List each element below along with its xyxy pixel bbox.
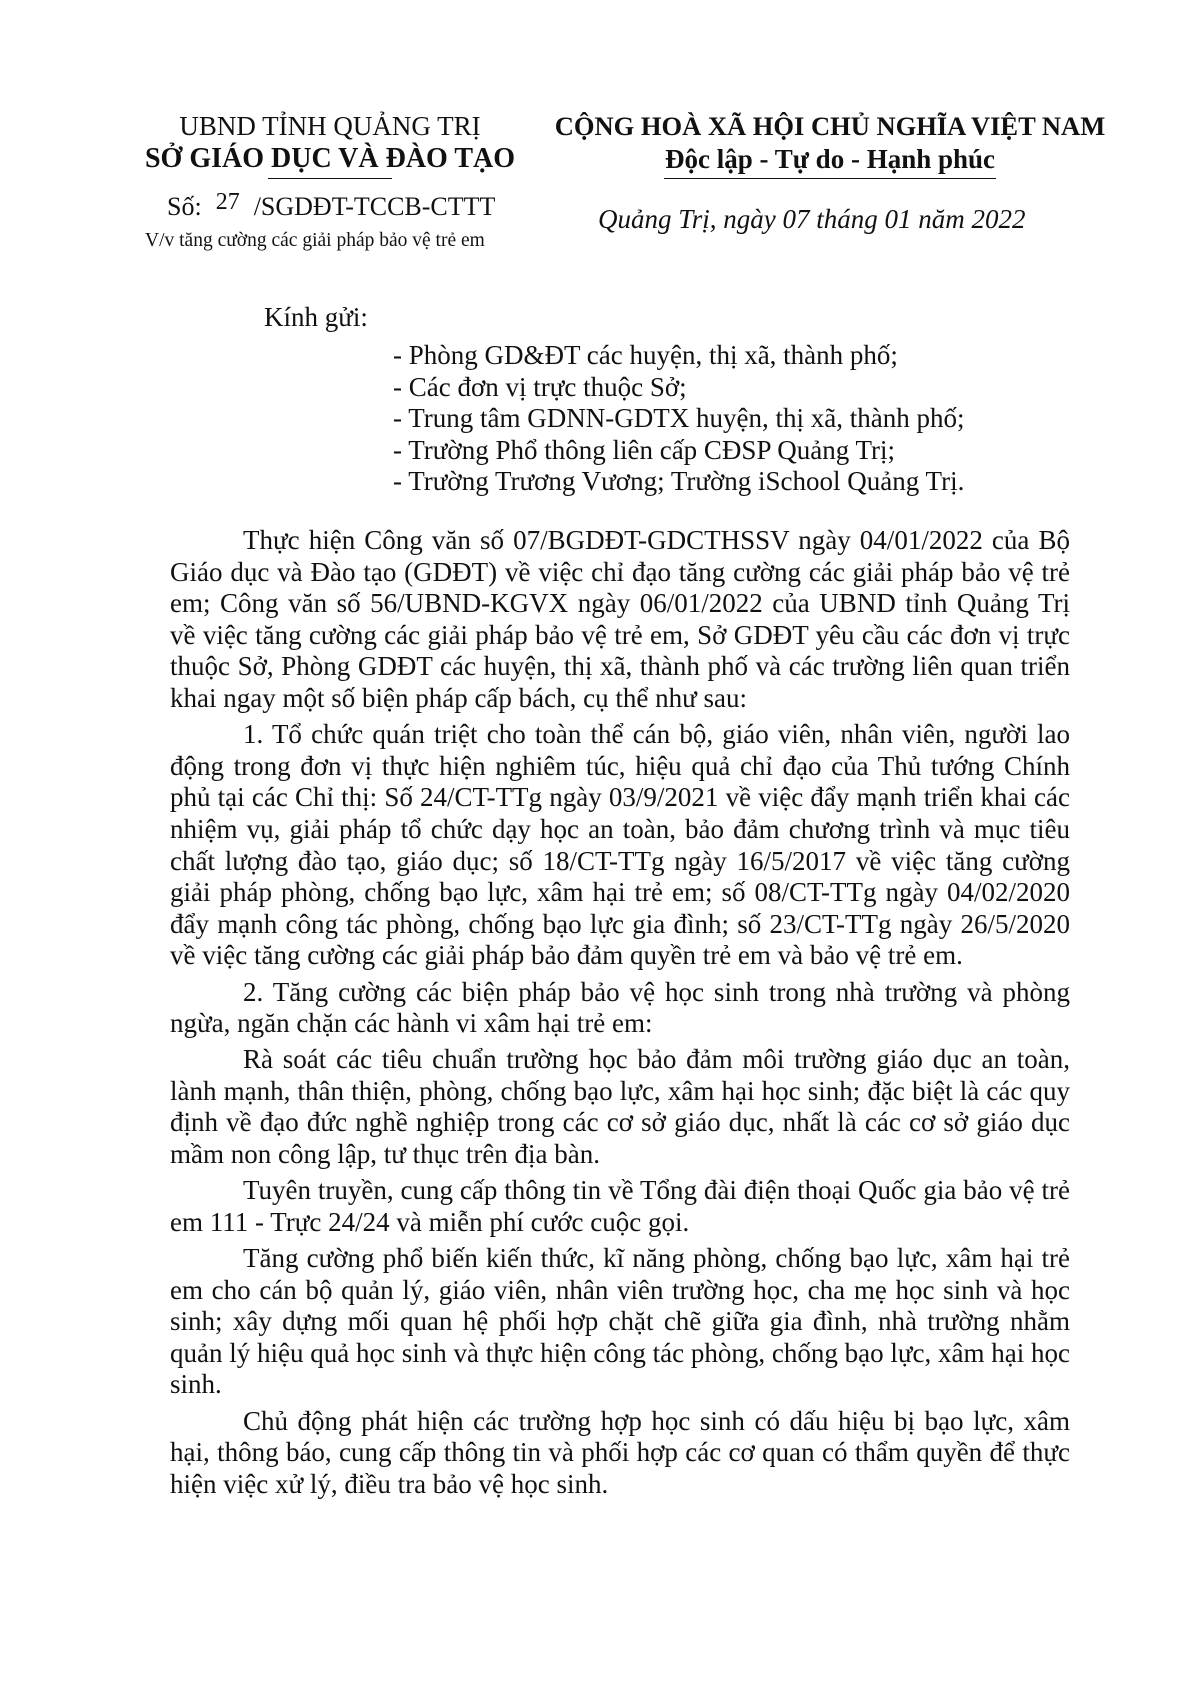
motto-underline [664, 178, 996, 179]
document-body [170, 525, 1070, 1505]
issuer-org: SỞ GIÁO DỤC VÀ ĐÀO TẠO [144, 143, 515, 174]
document-subject: V/v tăng cường các giải pháp bảo vệ trẻ em [145, 230, 485, 251]
document-number [167, 189, 496, 222]
recipient-item: - Trường Phổ thông liên cấp CĐSP Quảng Trị; [393, 434, 895, 465]
body-paragraph: Tăng cường phổ biến kiến thức, kĩ năng phòng, chống bạo lực, xâm hại trẻ em cho cán bộ quản lý, giáo viên, nhân viên trường học, cha mẹ học sinh và học sinh; xây dựng mối quan hệ phối hợp chặt chẽ giữa gia đình, nhà trường nhằm quản lý hiệu quả học sinh và thực hiện công tác phòng, chống bạo lực, xâm hại học sinh. [170, 1243, 1070, 1400]
body-paragraph: Rà soát các tiêu chuẩn trường học bảo đảm môi trường giáo dục an toàn, lành mạnh, thân thiện, phòng, chống bạo lực, xâm hại học sinh; đặc biệt là các quy định về đạo đức nghề nghiệp trong các cơ sở giáo dục, nhất là các cơ sở giáo dục mầm non công lập, tư thục trên địa bàn. [170, 1044, 1070, 1170]
recipient-item: - Trung tâm GDNN-GDTX huyện, thị xã, thành phố; [393, 403, 965, 433]
body-paragraph: Tuyên truyền, cung cấp thông tin về Tổng đài điện thoại Quốc gia bảo vệ trẻ em 111 - Trực 24/24 và miễn phí cước cuộc gọi. [170, 1175, 1070, 1237]
recipient-item: - Trường Trương Vương; Trường iSchool Quảng Trị. [393, 466, 965, 496]
national-motto-block [540, 110, 1120, 179]
document-date: Quảng Trị, ngày 07 tháng 01 năm 2022 [598, 204, 1026, 234]
document-number-value: 27 [215, 189, 240, 215]
issuer-block [120, 110, 540, 179]
recipient-list [393, 340, 964, 498]
body-paragraph: 2. Tăng cường các biện pháp bảo vệ học sinh trong nhà trường và phòng ngừa, ngăn chặn các hành vi xâm hại trẻ em: [170, 976, 1070, 1039]
national-motto: Độc lập - Tự do - Hạnh phúc [664, 144, 996, 174]
national-title: CỘNG HOÀ XÃ HỘI CHỦ NGHĨA VIỆT NAM [554, 111, 1106, 141]
issuer-underline [268, 178, 392, 179]
greeting: Kính gửi: [264, 302, 368, 332]
document-number-code: /SGDĐT-TCCB-CTTT [253, 192, 496, 221]
recipient-item: - Phòng GD&ĐT các huyện, thị xã, thành phố; [393, 340, 898, 370]
body-paragraph: Chủ động phát hiện các trường hợp học sinh có dấu hiệu bị bạo lực, xâm hại, thông báo, cung cấp thông tin và phối hợp các cơ quan có thẩm quyền để thực hiện việc xử lý, điều tra bảo vệ học sinh. [170, 1405, 1070, 1499]
issuer-parent-org: UBND TỈNH QUẢNG TRỊ [179, 111, 481, 141]
recipient-item: - Các đơn vị trực thuộc Sở; [393, 371, 687, 402]
document-number-label: Số: [167, 192, 202, 221]
body-paragraph: 1. Tổ chức quán triệt cho toàn thể cán bộ, giáo viên, nhân viên, người lao động trong đơn vị thực hiện nghiêm túc, hiệu quả chỉ đạo của Thủ tướng Chính phủ tại các Chỉ thị: Số 24/CT-TTg ngày 03/9/2021 về việc đẩy mạnh triển khai các nhiệm vụ, giải pháp tổ chức dạy học an toàn, bảo đảm chương trình và mục tiêu chất lượng đào tạo, giáo dục; số 18/CT-TTg ngày 16/5/2017 về việc tăng cường giải pháp phòng, chống bạo lực, xâm hại trẻ em; số 08/CT-TTg ngày 04/02/2020 đẩy mạnh công tác phòng, chống bạo lực gia đình; số 23/CT-TTg ngày 26/5/2020 về việc tăng cường các giải pháp bảo đảm quyền trẻ em và bảo vệ trẻ em. [170, 719, 1070, 971]
body-paragraph: Thực hiện Công văn số 07/BGDĐT-GDCTHSSV ngày 04/01/2022 của Bộ Giáo dục và Đào tạo (GDĐT) về việc chỉ đạo tăng cường các giải pháp bảo vệ trẻ em; Công văn số 56/UBND-KGVX ngày 06/01/2022 của UBND tỉnh Quảng Trị về việc tăng cường các giải pháp bảo vệ trẻ em, Sở GDĐT yêu cầu các đơn vị trực thuộc Sở, Phòng GDĐT các huyện, thị xã, thành phố và các trường liên quan triển khai ngay một số biện pháp cấp bách, cụ thể như sau: [170, 525, 1070, 713]
